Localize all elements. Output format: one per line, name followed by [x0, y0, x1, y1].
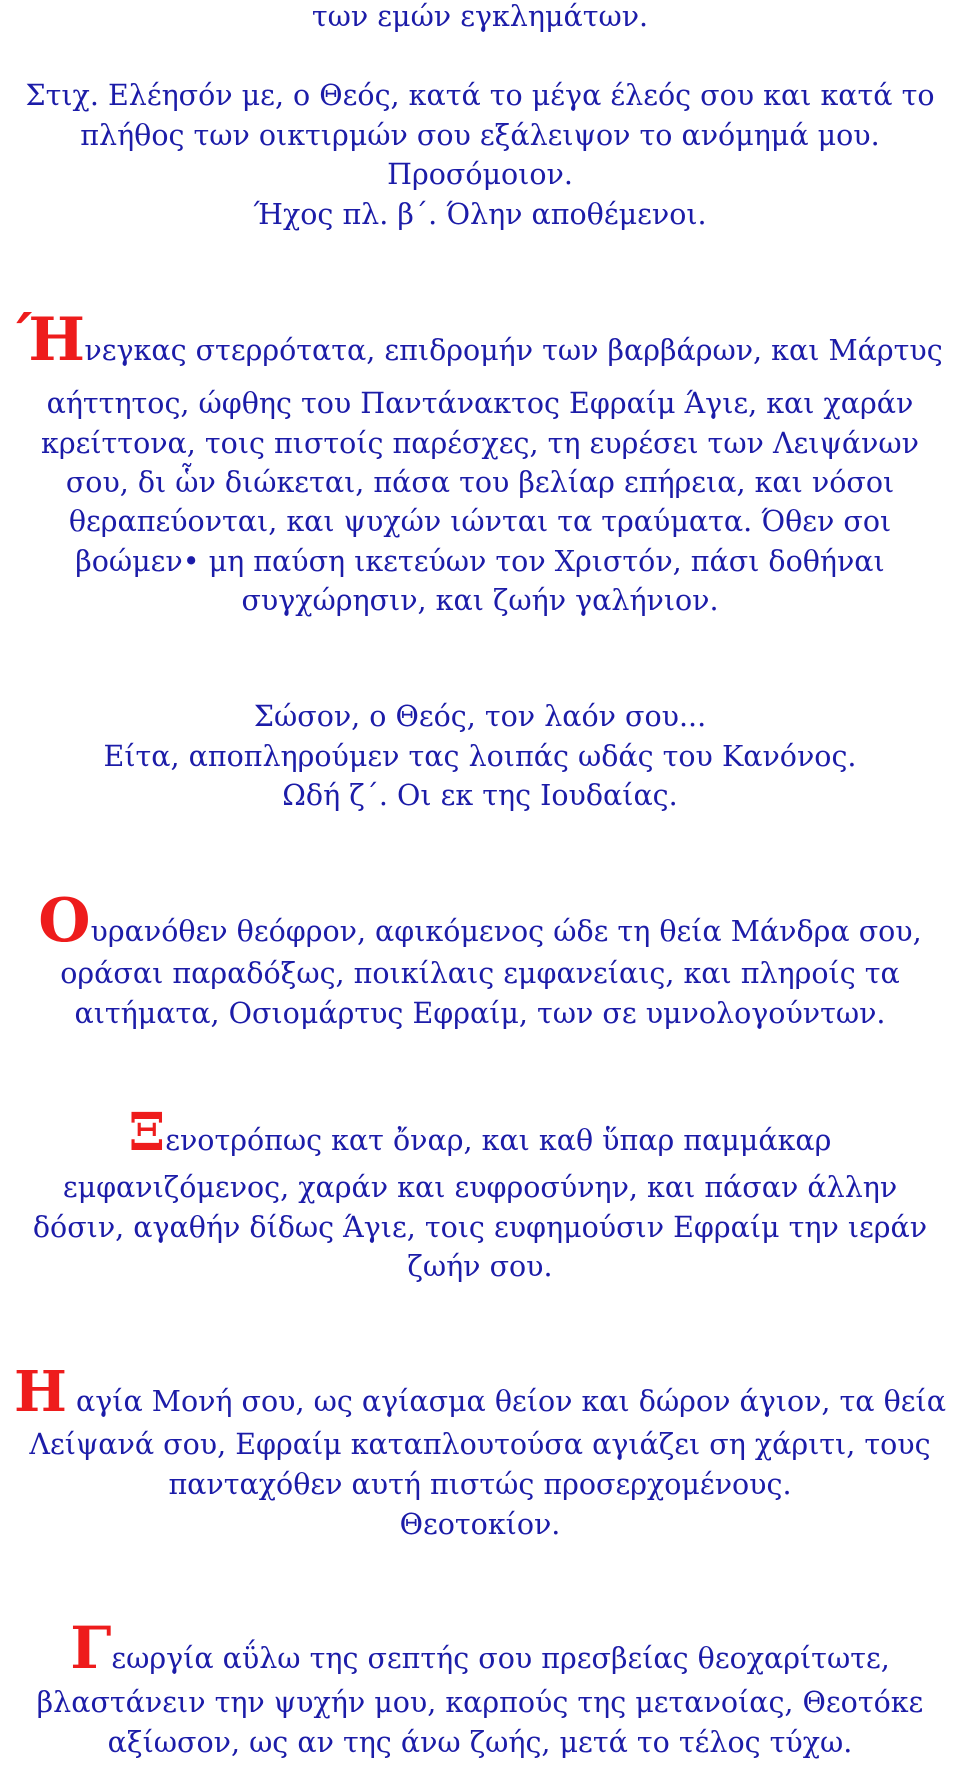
troparion-3-first-line	[0, 1102, 960, 1163]
psalm-verse-line: Στιχ. Ελέησόν με, ο Θεός, κατά το μέγα έλεός σου και κατά το	[25, 79, 935, 112]
troparion-1-line: αήττητος, ώφθης του Παντάνακτος Εφραίμ Άγιε, και χαράν	[46, 387, 914, 420]
troparion-3-line: δόσιν, αγαθήν δίδως Άγιε, τοις ευφημούσιν Εφραίμ την ιεράν	[32, 1211, 928, 1244]
troparion-2-line: οράσαι παραδόξως, ποικίλαις εμφανείαις, και πληροίς τα	[60, 957, 900, 990]
troparion-1-dropcap: Ή	[17, 305, 85, 375]
theotokion-heading: Θεοτοκίον.	[399, 1508, 561, 1541]
troparion-5-line: βλαστάνειν την ψυχήν μου, καρπούς της μετανοίας, Θεοτόκε	[36, 1686, 924, 1719]
troparion-2-first-line	[0, 886, 960, 956]
troparion-3-line: εμφανιζόμενος, χαράν και ευφροσύνην, και πάσαν άλλην	[62, 1171, 898, 1204]
troparion-1-line: θεραπεύονται, και ψυχών ιώνται τα τραύματα. Όθεν σοι	[68, 505, 892, 538]
troparion-4-first-line	[0, 1359, 960, 1425]
troparion-1-line: κρείττονα, τοις πιστοίς παρέσχες, τη ευρέσει των Λειψάνων	[41, 427, 919, 460]
prosomoion-title: Προσόμοιον.	[387, 158, 573, 191]
troparion-4-line: πανταχόθεν αυτή πιστώς προσερχομένους.	[168, 1468, 792, 1501]
troparion-2-line: αιτήματα, Οσιομάρτυς Εφραίμ, των σε υμνολογούντων.	[74, 997, 886, 1030]
troparion-5-line: αξίωσον, ως αν της άνω ζωής, μετά το τέλος τύχω.	[107, 1726, 853, 1759]
psalm-verse-line: πλήθος των οικτιρμών σου εξάλειψον το ανόμημά μου.	[80, 119, 880, 152]
troparion-3-dropcap: Ξ	[128, 1102, 166, 1163]
troparion-1-line: σου, δι ὧν διώκεται, πάσα του βελίαρ επήρεια, και νόσοι	[65, 466, 895, 499]
troparion-2-dropcap: Ο	[38, 886, 91, 956]
troparion-2-first-line-text: υρανόθεν θεόφρον, αφικόμενος ώδε τη θεία Μάνδρα σου,	[90, 915, 922, 948]
troparion-1-line: συγχώρησιν, και ζωήν γαλήνιον.	[241, 584, 719, 617]
rubric-complete-odes: Είτα, αποπληρούμεν τας λοιπάς ωδάς του Κανόνος.	[103, 740, 857, 773]
troparion-5-first-line	[0, 1614, 960, 1682]
troparion-3-first-line-text: ενοτρόπως κατ ὄναρ, και καθ ὕπαρ παμμάκαρ	[165, 1124, 832, 1157]
troparion-5-dropcap: Γ	[70, 1614, 112, 1682]
troparion-1-line: βοώμεν• μη παύση ικετεύων τον Χριστόν, πάσι δοθήναι	[75, 545, 885, 578]
top-fragment: των εμών εγκλημάτων.	[311, 0, 649, 33]
rubric-save-people: Σώσον, ο Θεός, τον λαόν σου...	[253, 700, 707, 733]
troparion-3-line: ζωήν σου.	[407, 1250, 553, 1283]
troparion-4-dropcap: Η	[14, 1359, 67, 1425]
rubric-ode-7: Ωδή ζ΄. Οι εκ της Ιουδαίας.	[282, 779, 678, 812]
troparion-1-first-line-text: νεγκας στερρότατα, επιδρομήν των βαρβάρων, και Μάρτυς	[84, 334, 943, 367]
troparion-1-first-line	[0, 305, 960, 375]
prosomoion-tone: Ήχος πλ. β΄. Όλην αποθέμενοι.	[253, 198, 707, 231]
troparion-5-first-line-text: εωργία αΰλω της σεπτής σου πρεσβείας θεοχαρίτωτε,	[111, 1642, 890, 1675]
troparion-4-first-line-text: αγία Μονή σου, ως αγίασμα θείον και δώρον άγιον, τα θεία	[66, 1385, 946, 1418]
troparion-4-line: Λείψανά σου, Εφραίμ καταπλουτούσα αγιάζει ση χάριτι, τους	[29, 1428, 931, 1461]
